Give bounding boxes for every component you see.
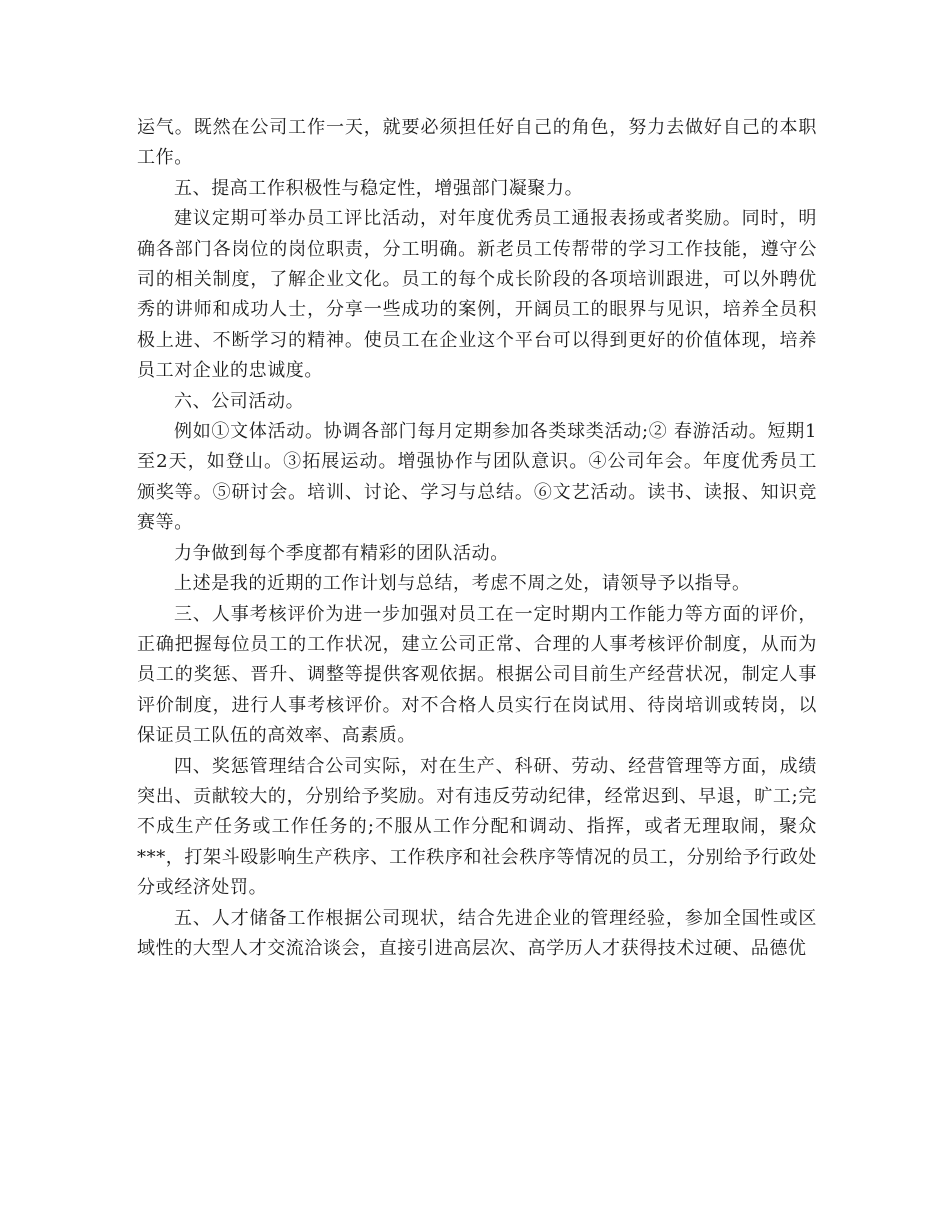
paragraph-heading-6: 六、公司活动。 [174,390,305,412]
paragraph-section-4: 四、奖惩管理结合公司实际，对在生产、科研、劳动、经营管理等方面，成绩突出、贡献较大的，分别给予奖励。对有违反劳动纪律，经常迟到、早退，旷工;完不成生产任务或工作任务的;不服从工作分配和调动、指挥，或者无理取闹，聚众***，打架斗殴影响生产秩序、工作秩序和社会秩序等情况的员工，分别给予行政处分或经济处罚。 [137,755,817,899]
paragraph-activities-list: 例如①文体活动。协调各部门每月定期参加各类球类活动;② 春游活动。短期1至2天，如登山。③拓展运动。增强协作与团队意识。④公司年会。年度优秀员工颁奖等。⑤研讨会。培训、讨论、学习与总结。⑥文艺活动。读书、读报、知识竞赛等。 [137,421,817,534]
paragraph-closing: 上述是我的近期的工作计划与总结，考虑不周之处，请领导予以指导。 [174,573,751,595]
paragraph-continuation: 运气。既然在公司工作一天，就要必须担任好自己的角色，努力去做好自己的本职工作。 [137,117,817,169]
paragraph-section-3: 三、人事考核评价为进一步加强对员工在一定时期内工作能力等方面的评价，正确把握每位员工的工作状况，建立公司正常、合理的人事考核评价制度，从而为员工的奖惩、晋升、调整等提供客观依据。根据公司目前生产经营状况，制定人事评价制度，进行人事考核评价。对不合格人员实行在岗试用、待岗培训或转岗，以保证员工队伍的高效率、高素质。 [137,603,817,747]
paragraph-quarterly-goal: 力争做到每个季度都有精彩的团队活动。 [174,542,509,564]
paragraph-section-5: 五、人才储备工作根据公司现状，结合先进企业的管理经验，参加全国性或区域性的大型人才交流洽谈会，直接引进高层次、高学历人才获得技术过硬、品德优 [137,907,817,959]
paragraph-employee-evaluation: 建议定期可举办员工评比活动，对年度优秀员工通报表扬或者奖励。同时，明确各部门各岗位的岗位职责，分工明确。新老员工传帮带的学习工作技能，遵守公司的相关制度，了解企业文化。员工的每个成长阶段的各项培训跟进，可以外聘优秀的讲师和成功人士，分享一些成功的案例，开阔员工的眼界与见识，培养全员积极上进、不断学习的精神。使员工在企业这个平台可以得到更好的价值体现，培养员工对企业的忠诚度。 [137,208,817,382]
paragraph-heading-5: 五、提高工作积极性与稳定性，增强部门凝聚力。 [174,177,584,199]
document-body [137,113,817,964]
